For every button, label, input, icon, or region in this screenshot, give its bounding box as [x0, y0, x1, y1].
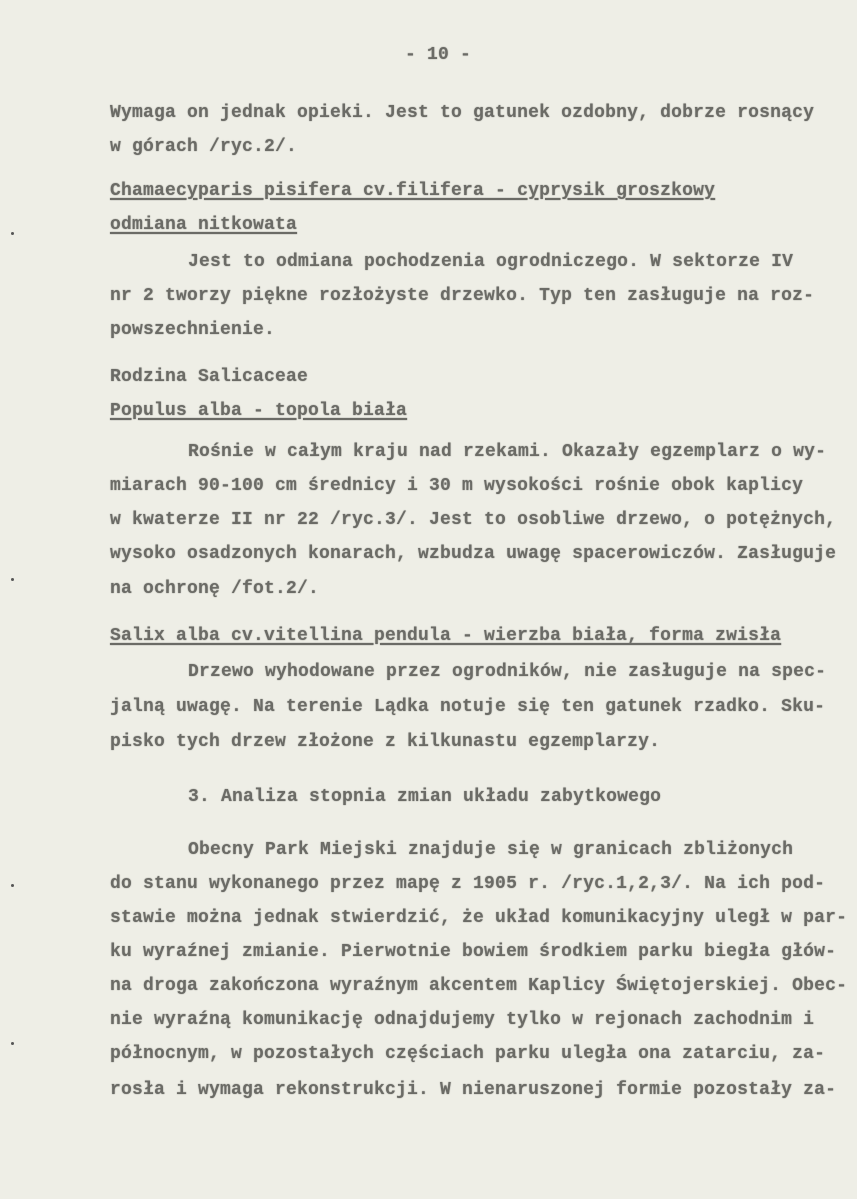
text-line: północnym, w pozostałych częściach parku uległa ona zatarciu, za- — [110, 1044, 826, 1064]
binding-hole-mark — [11, 1042, 14, 1045]
species-heading: Chamaecyparis pisifera cv.filifera - cyprysik groszkowy — [110, 181, 716, 201]
text-line: Wymaga on jednak opieki. Jest to gatunek ozdobny, dobrze rosnący — [110, 103, 815, 123]
text-line: do stanu wykonanego przez mapę z 1905 r. /ryc.1,2,3/. Na ich pod- — [110, 874, 826, 894]
text-line: Jest to odmiana pochodzenia ogrodniczego. W sektorze IV — [188, 252, 794, 272]
page-number: - 10 - — [405, 45, 472, 65]
species-heading: Populus alba - topola biała — [110, 401, 408, 421]
text-line: na droga zakończona wyraźnym akcentem Kaplicy Świętojerskiej. Obec- — [110, 976, 848, 996]
binding-hole-mark — [11, 884, 14, 887]
text-line: na ochronę /fot.2/. — [110, 579, 320, 599]
binding-hole-mark — [11, 232, 14, 235]
text-line: nie wyraźną komunikację odnajdujemy tylko w rejonach zachodnim i — [110, 1010, 815, 1030]
binding-hole-mark — [11, 578, 14, 581]
text-line: jalną uwagę. Na terenie Lądka notuje się ten gatunek rzadko. Sku- — [110, 697, 826, 717]
text-line: w górach /ryc.2/. — [110, 137, 298, 157]
text-line: ku wyraźnej zmianie. Pierwotnie bowiem środkiem parku biegła głów- — [110, 942, 837, 962]
text-line: stawie można jednak stwierdzić, że układ komunikacyjny uległ w par- — [110, 908, 848, 928]
text-line: w kwaterze II nr 22 /ryc.3/. Jest to osobliwe drzewo, o potężnych, — [110, 510, 837, 530]
text-line: powszechnienie. — [110, 320, 276, 340]
text-line: Drzewo wyhodowane przez ogrodników, nie zasługuje na spec- — [188, 662, 827, 682]
text-line: wysoko osadzonych konarach, wzbudza uwagę spacerowiczów. Zasługuje — [110, 544, 837, 564]
text-line: rosła i wymaga rekonstrukcji. W nienaruszonej formie pozostały za- — [110, 1080, 837, 1100]
text-line: Obecny Park Miejski znajduje się w granicach zbliżonych — [188, 840, 794, 860]
species-heading: Salix alba cv.vitellina pendula - wierzba biała, forma zwisła — [110, 626, 782, 646]
text-line: nr 2 tworzy piękne rozłożyste drzewko. Typ ten zasługuje na roz- — [110, 286, 815, 306]
section-heading: 3. Analiza stopnia zmian układu zabytkowego — [188, 787, 662, 807]
family-heading: Rodzina Salicaceae — [110, 367, 309, 387]
text-line: Rośnie w całym kraju nad rzekami. Okazały egzemplarz o wy- — [188, 442, 827, 462]
text-line: pisko tych drzew złożone z kilkunastu egzemplarzy. — [110, 732, 661, 752]
species-heading: odmiana nitkowata — [110, 215, 298, 235]
text-line: miarach 90-100 cm średnicy i 30 m wysokości rośnie obok kaplicy — [110, 476, 804, 496]
